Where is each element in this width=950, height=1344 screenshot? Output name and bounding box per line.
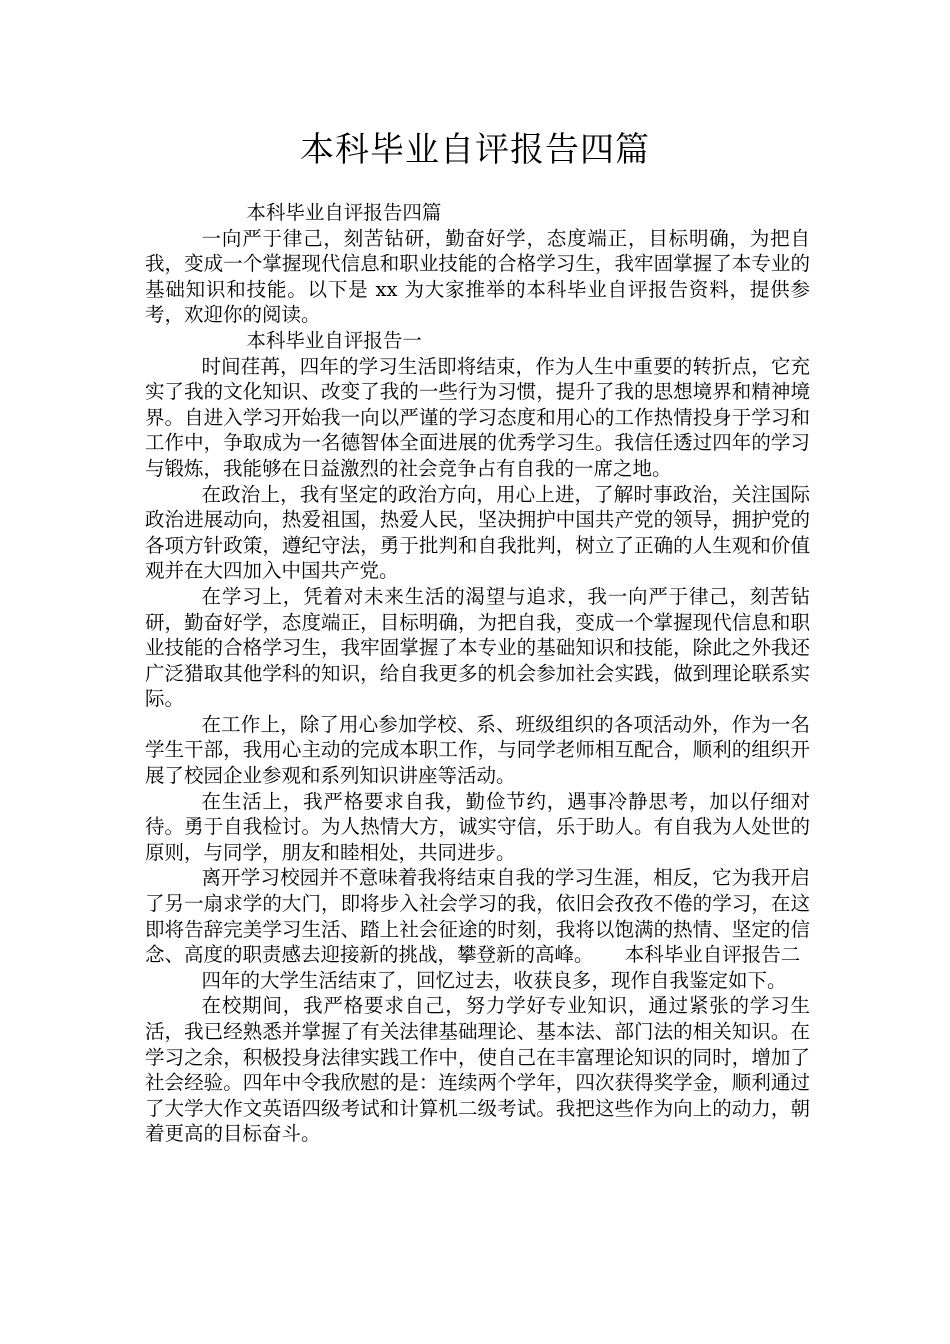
paragraph: 在学习上，凭着对未来生活的渴望与追求，我一向严于律己，刻苦钻研，勤奋好学，态度端正，目标明确，为把自我，变成一个掌握现代信息和职业技能的合格学习生，我牢固掌握了本专业的基础知识和技能，除此之外我还广泛猎取其他学科的知识，给自我更多的机会参加社会实践，做到理论联系实际。 — [145, 584, 810, 711]
paragraph — [145, 865, 810, 967]
paragraph: 在工作上，除了用心参加学校、系、班级组织的各项活动外，作为一名学生干部，我用心主动的完成本职工作，与同学老师相互配合，顺利的组织开展了校园企业参观和系列知识讲座等活动。 — [145, 712, 810, 788]
paragraph: 在生活上，我严格要求自我，勤俭节约，遇事冷静思考，加以仔细对待。勇于自我检讨。为人热情大方，诚实守信，乐于助人。有自我为人处世的原则，与同学，朋友和睦相处，共同进步。 — [145, 789, 810, 864]
document-title: 本科毕业自评报告四篇 — [300, 130, 650, 170]
paragraph: 四年的大学生活结束了，回忆过去，收获良多，现作自我鉴定如下。 — [201, 968, 787, 992]
paragraph: 时间荏苒，四年的学习生活即将结束，作为人生中重要的转折点，它充实了我的文化知识、改变了我的一些行为习惯，提升了我的思想境界和精神境界。自进入学习开始我一向以严谨的学习态度和用心的工作热情投身于学习和工作中，争取成为一名德智体全面进展的优秀学习生。我信任透过四年的学习与锻炼，我能够在日益激烈的社会竞争占有自我的一席之地。 — [145, 354, 810, 480]
paragraph: 在政治上，我有坚定的政治方向，用心上进，了解时事政治，关注国际政治进展动向，热爱祖国，热爱人民，坚决拥护中国共产党的领导，拥护党的各项方针政策，遵纪守法，勇于批判和自我批判，树立了正确的人生观和价值观并在大四加入中国共产党。 — [145, 482, 810, 583]
document-body — [145, 200, 810, 1147]
paragraph: 一向严于律己，刻苦钻研，勤奋好学，态度端正，目标明确，为把自我，变成一个掌握现代信息和职业技能的合格学习生，我牢固掌握了本专业的基础知识和技能。以下是 xx 为大家推举的本科毕业自评报告资料，提供参考，欢迎你的阅读。 — [145, 226, 810, 327]
paragraph: 在校期间，我严格要求自己，努力学好专业知识，通过紧张的学习生活，我已经熟悉并掌握了有关法律基础理论、基本法、部门法的相关知识。在学习之余，积极投身法律实践工作中，使自己在丰富理论知识的同时，增加了社会经验。四年中令我欣慰的是：连续两个学年，四次获得奖学金，顺利通过了大学大作文英语四级考试和计算机二级考试。我把这些作为向上的动力，朝着更高的目标奋斗。 — [145, 994, 810, 1146]
subheading: 本科毕业自评报告一 — [246, 328, 422, 352]
inline-subheading: 本科毕业自评报告二 — [624, 943, 801, 967]
subheading: 本科毕业自评报告四篇 — [246, 201, 442, 224]
paragraph-text: 离开学习校园并不意味着我将结束自我的学习生涯，相反，它为我开启了另一扇求学的大门，即将步入社会学习的我，依旧会孜孜不倦的学习，在这即将告辞完美学习生活、踏上社会征途的时刻，我将以饱满的热情、坚定的信念、高度的职责感去迎接新的挑战，攀登新的高峰。 — [145, 866, 810, 967]
